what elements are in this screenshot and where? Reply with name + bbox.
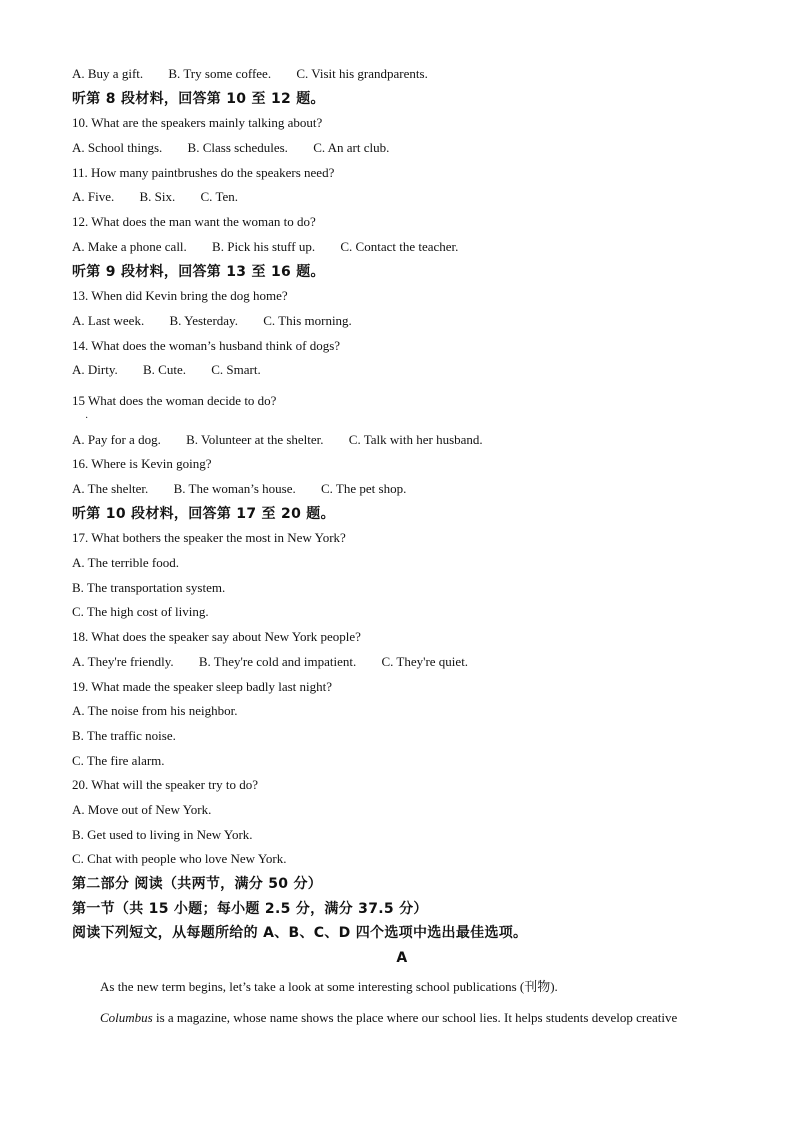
option-c[interactable]: C. They're quiet.	[381, 653, 469, 669]
q11-options	[72, 185, 732, 210]
option-c[interactable]: C. This morning.	[263, 312, 352, 328]
option-a[interactable]: A. Pay for a dog.	[72, 431, 161, 447]
instruction: 阅读下列短文，从每题所给的 A、B、C、D 四个选项中选出最佳选项。	[72, 925, 528, 942]
option-a[interactable]: A. They're friendly.	[72, 653, 174, 669]
q13-options	[72, 309, 732, 334]
option-b[interactable]: B. Six.	[139, 189, 176, 205]
option-b[interactable]: B. Cute.	[143, 362, 186, 378]
option-a[interactable]: A. The terrible food.	[72, 555, 179, 571]
option-c[interactable]: C. Smart.	[211, 362, 261, 378]
option-b[interactable]: B. Yesterday.	[169, 312, 238, 328]
exam-page	[72, 62, 732, 1033]
option-a[interactable]: A. The shelter.	[72, 481, 149, 496]
option-c[interactable]: C. An art club.	[313, 140, 390, 156]
q17-question: 17. What bothers the speaker the most in New York?	[72, 530, 346, 546]
option-c[interactable]: C. The fire alarm.	[72, 752, 165, 768]
q15-question: 15 What does the woman decide to do?	[72, 392, 277, 408]
option-a[interactable]: A. Five.	[72, 189, 115, 205]
option-b[interactable]: B. The woman’s house.	[173, 481, 296, 496]
q18-question: 18. What does the speaker say about New York people?	[72, 629, 361, 645]
passage-paragraph	[72, 1002, 732, 1033]
option-b[interactable]: B. Pick his stuff up.	[212, 238, 316, 254]
option-b[interactable]: B. Volunteer at the shelter.	[186, 431, 324, 447]
option-a[interactable]: A. Buy a gift.	[72, 66, 144, 81]
q20-question: 20. What will the speaker try to do?	[72, 777, 259, 793]
q12-question: 12. What does the man want the woman to do?	[72, 214, 316, 230]
section8-header: 听第 8 段材料，回答第 10 至 12 题。	[72, 90, 325, 107]
section1-header: 第一节（共 15 小题；每小题 2.5 分，满分 37.5 分）	[72, 900, 428, 917]
q19-question: 19. What made the speaker sleep badly last night?	[72, 678, 333, 694]
option-c[interactable]: C. The high cost of living.	[72, 604, 209, 620]
q15-options	[72, 428, 732, 453]
q9-options	[72, 62, 732, 87]
part2-header: 第二部分 阅读（共两节，满分 50 分）	[72, 876, 323, 892]
option-a[interactable]: A. School things.	[72, 140, 163, 156]
q14-question: 14. What does the woman’s husband think of dogs?	[72, 337, 341, 353]
q18-options	[72, 650, 732, 675]
option-a[interactable]: A. Move out of New York.	[72, 801, 212, 817]
section9-header: 听第 9 段材料，回答第 13 至 16 题。	[72, 263, 325, 280]
passage-paragraph: As the new term begins, let’s take a look at some interesting school publications (刊物).	[100, 978, 558, 994]
magazine-title: Columbus	[100, 1009, 153, 1025]
stray-mark: ·	[85, 412, 89, 424]
q16-question: 16. Where is Kevin going?	[72, 456, 212, 472]
option-b[interactable]: B. Class schedules.	[187, 140, 288, 156]
option-c[interactable]: C. The pet shop.	[320, 481, 407, 496]
option-c[interactable]: C. Contact the teacher.	[340, 238, 459, 254]
option-a[interactable]: A. The noise from his neighbor.	[72, 703, 238, 719]
q14-options	[72, 358, 732, 383]
option-c[interactable]: C. Visit his grandparents.	[296, 66, 428, 81]
option-a[interactable]: A. Dirty.	[72, 362, 118, 378]
q11-question: 11. How many paintbrushes do the speakers need?	[72, 164, 335, 180]
q16-options	[72, 477, 732, 502]
option-c[interactable]: C. Ten.	[200, 189, 239, 205]
section10-header: 听第 10 段材料，回答第 17 至 20 题。	[72, 505, 335, 522]
option-b[interactable]: B. Try some coffee.	[168, 66, 272, 81]
option-c[interactable]: C. Chat with people who love New York.	[72, 851, 287, 867]
paragraph-text: is a magazine, whose name shows the place where our school lies. It helps students develop creative	[152, 1009, 678, 1025]
q10-question: 10. What are the speakers mainly talking about?	[72, 115, 323, 131]
option-a[interactable]: A. Last week.	[72, 312, 145, 328]
passage-label: A	[396, 950, 408, 967]
option-b[interactable]: B. Get used to living in New York.	[72, 826, 253, 842]
q12-options	[72, 235, 732, 260]
option-b[interactable]: B. They're cold and impatient.	[198, 653, 357, 669]
option-b[interactable]: B. The traffic noise.	[72, 727, 176, 743]
q10-options	[72, 136, 732, 161]
option-c[interactable]: C. Talk with her husband.	[348, 431, 483, 447]
option-a[interactable]: A. Make a phone call.	[72, 238, 187, 254]
q13-question: 13. When did Kevin bring the dog home?	[72, 288, 288, 304]
option-b[interactable]: B. The transportation system.	[72, 579, 226, 595]
